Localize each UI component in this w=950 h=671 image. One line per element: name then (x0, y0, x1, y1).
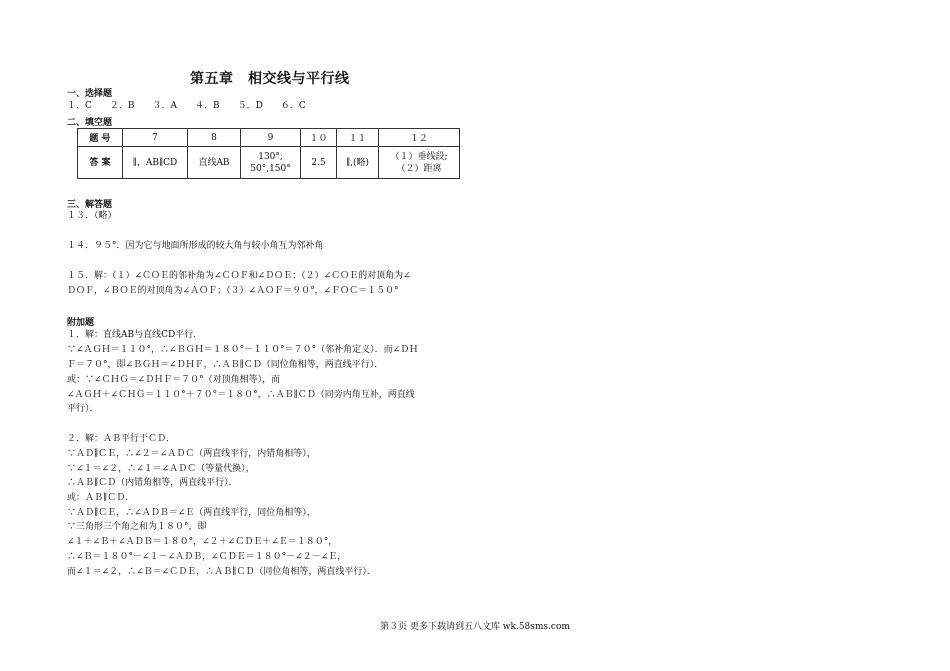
extra-1-line: １．解：直线AB与直线CD平行. (67, 330, 197, 340)
table-header-cell: 8 (188, 129, 241, 147)
section-heading-solve: 三、解答题 (67, 200, 113, 210)
extra-2-line: ∠１＋∠Ｂ＋∠ＡＤＢ＝１８０°，∠２＋∠ＣＤＥ＋∠Ｅ＝１８０°， (67, 537, 338, 547)
extra-2-line: 或：ＡＢ∥ＣＤ． (67, 493, 135, 503)
extra-2-line: ２．解：ＡＢ平行于ＣＤ． (67, 434, 176, 444)
table-header-cell: 9 (241, 129, 301, 147)
chapter-title: 第五章 相交线与平行线 (190, 71, 350, 87)
extra-2-line: 而∠１＝∠２，∴∠Ｂ＝∠ＣＤＥ，∴ＡＢ∥ＣＤ（同位角相等，两直线平行）． (67, 567, 376, 577)
section-heading-choice: 一、选择题 (67, 89, 113, 99)
extra-1-line: 或：∵∠ＣＨＧ＝∠ＤＨＦ＝７０°（对顶角相等），而 (67, 375, 281, 385)
table-cell: 130°, 50°,150° (241, 147, 301, 179)
q14-answer: １４．９５°．因为它与地面所形成的较大角与较小角互为邻补角 (67, 241, 324, 251)
extra-2-line: ∴∠Ｂ＝１８０°－∠１－∠ＡＤＢ，∠ＣＤＥ＝１８０°－∠２－∠Ｅ， (67, 552, 347, 562)
table-header-cell: 题 号 (78, 129, 123, 147)
table-header-cell: １２ (379, 129, 460, 147)
extra-1-line: ∵∠ＡＧＨ＝１１０°，∴∠ＢＧＨ＝１８０°－１１０°＝７０°（邻补角定义）．而∠ＤＨ (67, 345, 419, 355)
choice-answers: １．C ２．B ３．A ４．B ５．D ６．C (67, 101, 306, 111)
extra-2-line: ∵∠１＝∠２，∴∠１＝∠ＡＤＣ（等量代换）， (67, 464, 255, 474)
table-cell: 答 案 (78, 147, 123, 179)
table-cell: 2.5 (301, 147, 337, 179)
table-header-cell: １０ (301, 129, 337, 147)
table-cell: ∥,(略) (337, 147, 379, 179)
q15-line-2: ＤＯＦ，∠ＢＯＥ的对顶角为∠ＡＯＦ；（３）∠ＡＯＦ＝９０°，∠ＦＯＣ＝１５０° (67, 286, 399, 296)
extra-2-line: ∴ＡＢ∥ＣＤ（内错角相等，两直线平行）． (67, 478, 238, 488)
table-header-cell: １１ (337, 129, 379, 147)
table-cell: （１）垂线段; （２）距离 (379, 147, 460, 179)
q15-line-1: １５．解：（１）∠ＣＯＥ的邻补角为∠ＣＯＦ和∠ＤＯＥ；（２）∠ＣＯＥ的对顶角为∠ (67, 271, 411, 281)
extra-1-line: ∠ＡＧＨ＋∠ＣＨＧ＝１１０°＋７０°＝１８０°，∴ＡＢ∥ＣＤ（同旁内角互补，两直线 (67, 390, 415, 400)
table-header-cell: 7 (123, 129, 188, 147)
q13-answer: １３．（略） (67, 211, 117, 221)
extra-2-line: ∵ＡＤ∥ＣＥ，∴∠ＡＤＢ＝∠Ｅ（两直线平行，同位角相等）， (67, 508, 316, 518)
extra-2-line: ∵三角形三个角之和为１８０°，即 (67, 522, 207, 532)
section-heading-extra: 附加题 (67, 318, 95, 328)
page-footer: 第３页 更多下载请到五八文库 wk.58sms.com (380, 622, 570, 632)
extra-1-line: Ｆ＝７０°，即∠ＢＧＨ＝∠ＤＨＦ，∴ＡＢ∥ＣＤ（同位角相等，两直线平行）． (67, 360, 384, 370)
table-cell: 直线AB (188, 147, 241, 179)
table-cell: ∥，AB∥CD (123, 147, 188, 179)
extra-1-line: 平行）． (67, 404, 99, 414)
answer-table (77, 128, 460, 179)
extra-2-line: ∵ＡＤ∥ＣＥ，∴∠２＝∠ＡＤＣ（两直线平行，内错角相等）， (67, 449, 316, 459)
section-heading-fill: 二、填空题 (67, 118, 113, 128)
